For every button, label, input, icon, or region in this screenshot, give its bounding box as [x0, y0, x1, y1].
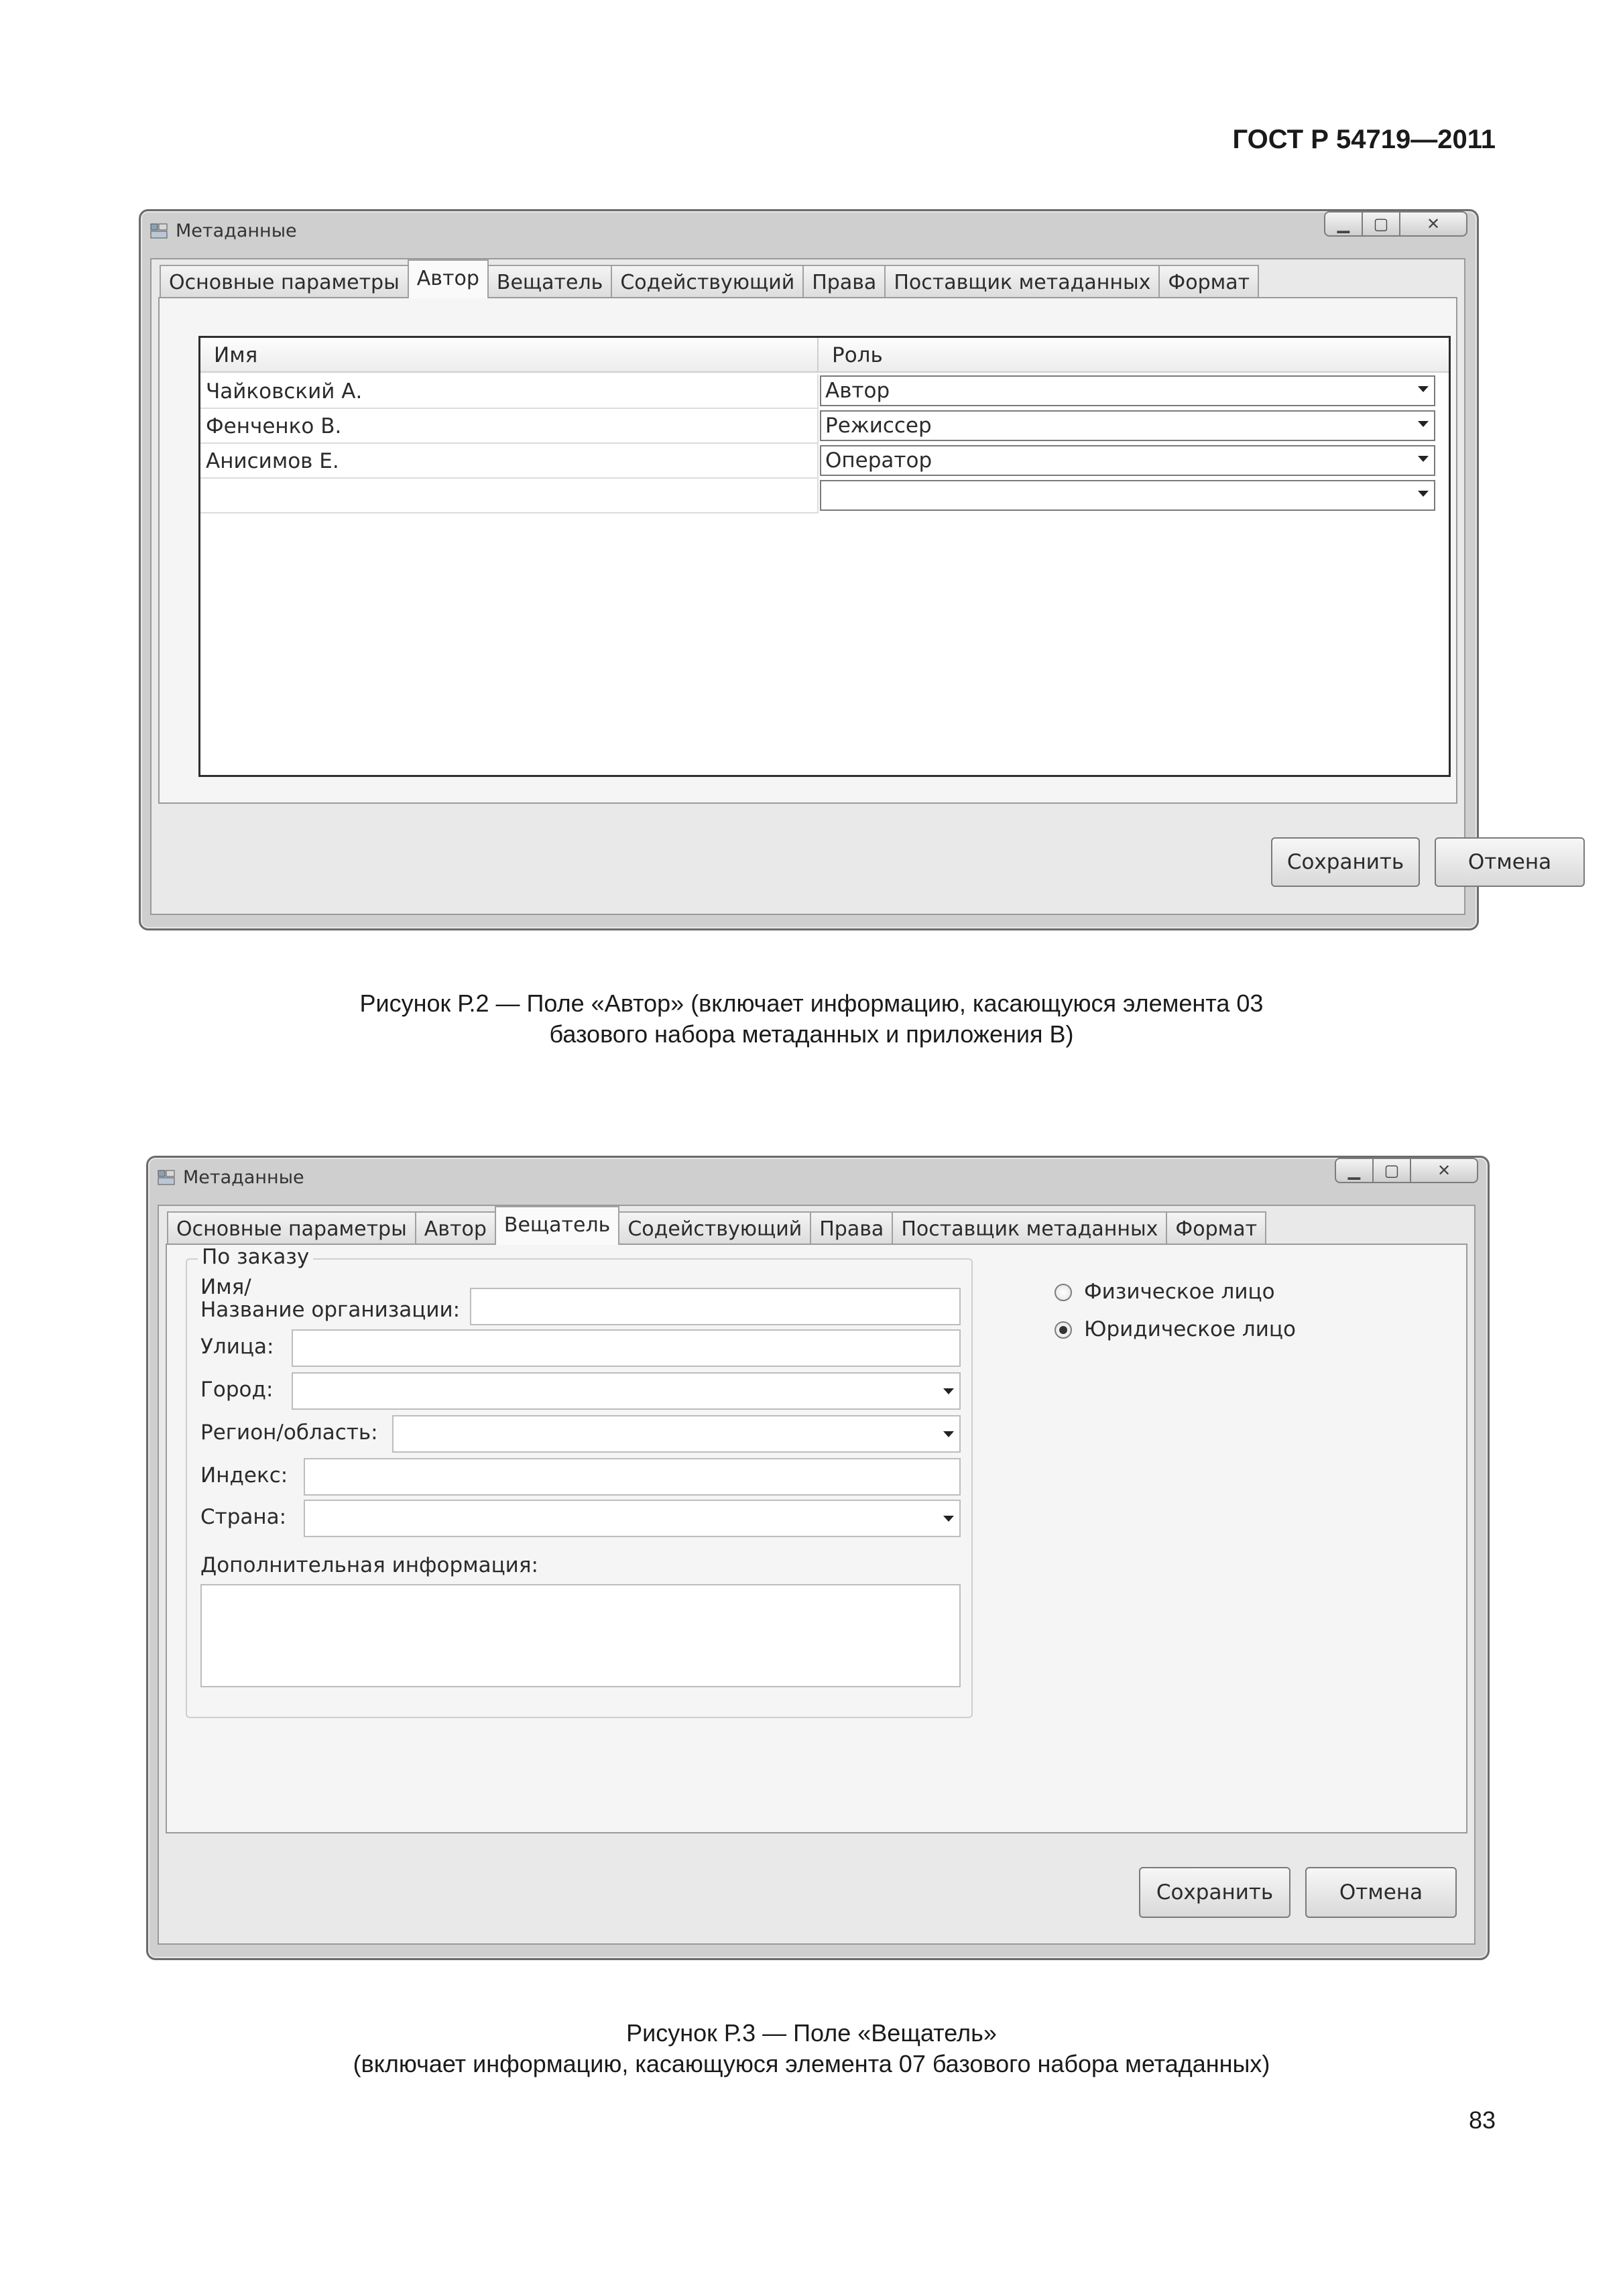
- role-combobox[interactable]: [820, 445, 1435, 476]
- country-select[interactable]: [304, 1500, 961, 1537]
- minimize-button[interactable]: ▁: [1324, 211, 1363, 237]
- street-label: Улица:: [200, 1335, 274, 1359]
- region-label: Регион/область:: [200, 1421, 378, 1445]
- name-input[interactable]: [470, 1288, 961, 1325]
- role-combobox-new[interactable]: [820, 480, 1435, 511]
- role-value: Режиссер: [825, 414, 932, 438]
- figure-caption: [0, 2018, 1623, 2079]
- chevron-down-icon: [1418, 386, 1429, 392]
- column-header-name[interactable]: Имя: [200, 338, 819, 373]
- city-label: Город:: [200, 1378, 274, 1402]
- street-input[interactable]: [292, 1329, 961, 1367]
- index-input[interactable]: [304, 1458, 961, 1496]
- window-app-icon: [158, 1168, 175, 1186]
- cancel-button[interactable]: Отмена: [1305, 1867, 1457, 1918]
- chevron-down-icon: [1418, 456, 1429, 462]
- maximize-button[interactable]: ▢: [1374, 1158, 1411, 1183]
- metadata-window-broadcaster: [146, 1156, 1490, 1960]
- grid-cell-name[interactable]: Чайковский А.: [200, 374, 819, 409]
- minimize-button[interactable]: ▁: [1335, 1158, 1374, 1183]
- legal-entity-radio-label[interactable]: Юридическое лицо: [1084, 1317, 1296, 1341]
- chevron-down-icon: [1418, 421, 1429, 427]
- region-select[interactable]: [392, 1415, 961, 1453]
- figure-caption: [0, 988, 1623, 1050]
- tab-rights[interactable]: Права: [810, 1211, 893, 1245]
- legal-entity-radio[interactable]: [1055, 1321, 1072, 1339]
- column-header-role[interactable]: Роль: [819, 338, 1449, 373]
- individual-radio[interactable]: [1055, 1284, 1072, 1301]
- tab-format[interactable]: Формат: [1158, 265, 1259, 298]
- tab-page-broadcaster: [166, 1244, 1467, 1833]
- page-number: 83: [1468, 2106, 1496, 2134]
- role-combobox[interactable]: [820, 375, 1435, 406]
- caption-line: Рисунок Р.3 — Поле «Вещатель»: [626, 2019, 997, 2047]
- window-title: Метаданные: [183, 1167, 304, 1188]
- tab-author[interactable]: Автор: [415, 1211, 496, 1245]
- client-area: [158, 1205, 1476, 1945]
- additional-info-textarea[interactable]: [200, 1584, 961, 1687]
- grid-cell-name-new[interactable]: [200, 479, 819, 513]
- tab-main-params[interactable]: Основные параметры: [167, 1211, 416, 1245]
- tab-contributor[interactable]: Содействующий: [618, 1211, 811, 1245]
- save-button[interactable]: Сохранить: [1271, 837, 1420, 887]
- standard-number: ГОСТ Р 54719—2011: [1232, 125, 1496, 154]
- tab-strip: [167, 1206, 1265, 1245]
- chevron-down-icon: [943, 1431, 954, 1437]
- name-label: [200, 1276, 460, 1321]
- tab-broadcaster[interactable]: Вещатель: [487, 265, 612, 298]
- tab-rights[interactable]: Права: [802, 265, 886, 298]
- window-controls: [1324, 211, 1467, 237]
- role-value: Оператор: [825, 448, 933, 473]
- individual-radio-label[interactable]: Физическое лицо: [1084, 1280, 1275, 1304]
- tab-format[interactable]: Формат: [1166, 1211, 1266, 1245]
- groupbox-title: По заказу: [198, 1245, 313, 1269]
- tab-contributor[interactable]: Содействующий: [611, 265, 804, 298]
- tab-author[interactable]: Автор: [408, 259, 489, 298]
- metadata-window-author: [139, 209, 1552, 930]
- grid-cell-name[interactable]: Фенченко В.: [200, 409, 819, 444]
- window-app-icon: [150, 222, 168, 239]
- close-button[interactable]: ✕: [1411, 1158, 1478, 1183]
- chevron-down-icon: [943, 1388, 954, 1394]
- save-button[interactable]: Сохранить: [1139, 1867, 1290, 1918]
- name-label-line: Имя/: [200, 1275, 251, 1299]
- author-grid: [198, 336, 1451, 777]
- window-title: Метаданные: [176, 221, 297, 241]
- tab-strip: [160, 259, 1258, 298]
- window-controls: [1335, 1158, 1478, 1183]
- caption-line: Рисунок Р.2 — Поле «Автор» (включает информацию, касающуюся элемента 03: [359, 989, 1264, 1017]
- tab-broadcaster[interactable]: Вещатель: [495, 1206, 619, 1245]
- tab-metadata-provider[interactable]: Поставщик метаданных: [892, 1211, 1167, 1245]
- caption-line: (включает информацию, касающуюся элемента 07 базового набора метаданных): [353, 2050, 1270, 2077]
- grid-cell-name[interactable]: Анисимов Е.: [200, 444, 819, 479]
- maximize-button[interactable]: ▢: [1363, 211, 1400, 237]
- country-label: Страна:: [200, 1505, 287, 1529]
- chevron-down-icon: [1418, 491, 1429, 497]
- chevron-down-icon: [943, 1516, 954, 1522]
- caption-line: базового набора метаданных и приложения В): [549, 1020, 1074, 1048]
- close-button[interactable]: ✕: [1400, 211, 1467, 237]
- tab-page-author: [158, 297, 1457, 804]
- client-area: [150, 258, 1552, 915]
- tab-main-params[interactable]: Основные параметры: [160, 265, 409, 298]
- index-label: Индекс:: [200, 1463, 288, 1488]
- role-value: Автор: [825, 379, 890, 403]
- tab-metadata-provider[interactable]: Поставщик метаданных: [884, 265, 1160, 298]
- city-select[interactable]: [292, 1372, 961, 1410]
- role-combobox[interactable]: [820, 410, 1435, 441]
- additional-info-label: Дополнительная информация:: [200, 1553, 538, 1577]
- cancel-button[interactable]: Отмена: [1435, 837, 1585, 887]
- name-label-line: Название организации:: [200, 1298, 461, 1322]
